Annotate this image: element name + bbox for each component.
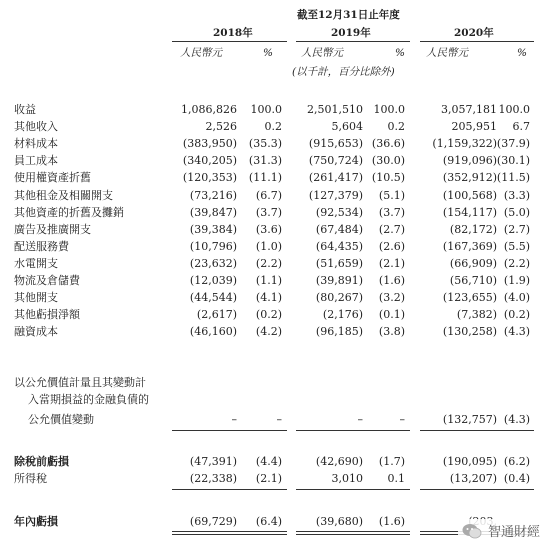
watermark [458,519,544,542]
pretax-col-3: (1.7) [378,455,405,468]
row-3-col-5: (30.1) [496,154,530,167]
tax-col-0: (22,338) [189,472,237,485]
pct-2020: % [517,47,527,59]
row-12-col-4: (7,382) [456,308,497,321]
row-10-col-2: (39,891) [315,274,363,287]
row-8-col-1: (1.0) [255,240,282,253]
row-3-col-1: (31.3) [248,154,282,167]
pretax-col-5: (6.2) [503,455,530,468]
fair-value-col-3: – [399,413,405,426]
row-5-col-3: (5.1) [378,189,405,202]
row-4-col-2: (261,417) [308,171,363,184]
row-10-col-4: (56,710) [449,274,497,287]
row-7-col-5: (2.7) [503,223,530,236]
fair-value-col-1: – [276,413,282,426]
row-9-col-2: (51,659) [315,257,363,270]
row-3-col-3: (30.0) [371,154,405,167]
header-rule-2020 [420,41,534,42]
fair-value-label-line: 以公允價值計量且其變動計 [14,376,146,389]
fair-value-col-4: (132,757) [442,413,497,426]
row-12-col-5: (0.2) [503,308,530,321]
row-11-col-3: (3.2) [378,291,405,304]
row-2-col-0: (383,950) [182,137,237,150]
year-2018: 2018年 [213,27,253,39]
fair-value-label-line: 入當期損益的金融負債的 [28,393,149,406]
net-loss-col-0: (69,729) [189,515,237,528]
row-10-col-3: (1.6) [378,274,405,287]
row-13-col-5: (4.3) [503,325,530,338]
row-label: 收益 [14,103,36,116]
row-6-col-4: (154,117) [442,206,497,219]
rule-2 [420,489,534,490]
row-8-col-5: (5.5) [503,240,530,253]
row-9-col-0: (23,632) [189,257,237,270]
rule-0 [172,430,287,431]
row-9-col-4: (66,909) [449,257,497,270]
row-10-col-1: (1.1) [255,274,282,287]
row-7-col-3: (2.7) [378,223,405,236]
header-rule-2019 [296,41,410,42]
row-13-col-4: (130,258) [442,325,497,338]
row-5-col-2: (127,379) [308,189,363,202]
row-0-col-0: 1,086,826 [181,103,237,116]
double-rule-1 [296,531,410,535]
row-1-col-3: 0.2 [387,120,405,133]
header-rule-2018 [172,41,287,42]
row-5-col-5: (3.3) [503,189,530,202]
tax-label: 所得稅 [14,472,47,485]
tax-col-5: (0.4) [503,472,530,485]
currency-2019: 人民幣元 [301,47,343,59]
pct-2019: % [395,47,405,59]
row-6-col-1: (3.7) [255,206,282,219]
period-header: 截至12月31日止年度 [297,9,400,21]
row-1-col-2: 5,604 [331,120,363,133]
fair-value-label-line: 公允價值變動 [28,413,94,426]
row-4-col-4: (352,912) [442,171,497,184]
pretax-col-4: (190,095) [442,455,497,468]
tax-col-2: 3,010 [331,472,363,485]
row-1-col-1: 0.2 [264,120,282,133]
row-11-col-2: (80,267) [315,291,363,304]
pretax-col-1: (4.4) [255,455,282,468]
row-9-col-1: (2.2) [255,257,282,270]
row-2-col-1: (35.3) [248,137,282,150]
row-13-col-3: (3.8) [378,325,405,338]
row-5-col-4: (100,568) [442,189,497,202]
units-note: (以千計，百分比除外) [292,66,395,78]
row-label: 其他資產的折舊及攤銷 [14,206,124,219]
row-6-col-3: (3.7) [378,206,405,219]
row-6-col-2: (92,534) [315,206,363,219]
row-2-col-5: (37.9) [496,137,530,150]
row-3-col-4: (919,096) [442,154,497,167]
net-loss-col-3: (1.6) [378,515,405,528]
row-4-col-5: (11.5) [496,171,530,184]
row-13-col-0: (46,160) [189,325,237,338]
row-0-col-3: 100.0 [373,103,405,116]
pretax-label: 除稅前虧損 [14,455,69,468]
row-0-col-4: 3,057,181 [441,103,497,116]
rule-2 [420,430,534,431]
row-7-col-4: (82,172) [449,223,497,236]
row-1-col-5: 6.7 [512,120,530,133]
row-2-col-4: (1,159,322) [432,137,497,150]
row-0-col-5: 100.0 [498,103,530,116]
row-label: 其他開支 [14,291,58,304]
row-0-col-2: 2,501,510 [307,103,363,116]
rule-0 [172,489,287,490]
row-label: 員工成本 [14,154,58,167]
double-rule-0 [172,531,287,535]
row-label: 其他虧損淨額 [14,308,80,321]
row-1-col-4: 205,951 [451,120,497,133]
row-12-col-0: (2,617) [196,308,237,321]
row-5-col-1: (6.7) [255,189,282,202]
row-13-col-1: (4.2) [255,325,282,338]
row-label: 物流及倉儲費 [14,274,80,287]
row-5-col-0: (73,216) [189,189,237,202]
fair-value-col-5: (4.3) [503,413,530,426]
row-11-col-1: (4.1) [255,291,282,304]
row-4-col-3: (10.5) [371,171,405,184]
fair-value-col-2: – [357,413,363,426]
rule-1 [296,489,410,490]
row-6-col-0: (39,847) [189,206,237,219]
row-10-col-0: (12,039) [189,274,237,287]
watermark-text: 智通財經 [487,525,540,540]
row-2-col-3: (36.6) [371,137,405,150]
net-loss-col-1: (6.4) [255,515,282,528]
row-12-col-3: (0.1) [378,308,405,321]
row-9-col-3: (2.1) [378,257,405,270]
row-label: 使用權資產折舊 [14,171,91,184]
wechat-icon [462,523,482,539]
year-2019: 2019年 [331,27,371,39]
row-1-col-0: 2,526 [205,120,237,133]
row-7-col-1: (3.6) [255,223,282,236]
row-8-col-3: (2.6) [378,240,405,253]
rule-1 [296,430,410,431]
row-3-col-2: (750,724) [308,154,363,167]
row-13-col-2: (96,185) [315,325,363,338]
net-loss-label: 年內虧損 [14,515,58,528]
currency-2018: 人民幣元 [180,47,222,59]
pretax-col-0: (47,391) [189,455,237,468]
row-4-col-0: (120,353) [182,171,237,184]
tax-col-1: (2.1) [255,472,282,485]
row-11-col-4: (123,655) [442,291,497,304]
net-loss-col-2: (39,680) [315,515,363,528]
row-11-col-5: (4.0) [503,291,530,304]
year-2020: 2020年 [454,27,494,39]
row-label: 融資成本 [14,325,58,338]
row-7-col-2: (67,484) [315,223,363,236]
row-8-col-2: (64,435) [315,240,363,253]
currency-2020: 人民幣元 [426,47,468,59]
row-label: 配送服務費 [14,240,69,253]
row-2-col-2: (915,653) [308,137,363,150]
row-11-col-0: (44,544) [189,291,237,304]
row-8-col-0: (10,796) [189,240,237,253]
row-3-col-0: (340,205) [182,154,237,167]
row-8-col-4: (167,369) [442,240,497,253]
row-label: 其他租金及相關開支 [14,189,113,202]
row-label: 材料成本 [14,137,58,150]
row-12-col-2: (2,176) [322,308,363,321]
row-10-col-5: (1.9) [503,274,530,287]
row-0-col-1: 100.0 [250,103,282,116]
row-12-col-1: (0.2) [255,308,282,321]
row-label: 其他收入 [14,120,58,133]
row-7-col-0: (39,384) [189,223,237,236]
tax-col-3: 0.1 [387,472,405,485]
pct-2018: % [263,47,273,59]
tax-col-4: (13,207) [449,472,497,485]
fair-value-col-0: – [231,413,237,426]
row-label: 廣告及推廣開支 [14,223,91,236]
row-9-col-5: (2.2) [503,257,530,270]
row-label: 水電開支 [14,257,58,270]
row-4-col-1: (11.1) [248,171,282,184]
pretax-col-2: (42,690) [315,455,363,468]
row-6-col-5: (5.0) [503,206,530,219]
